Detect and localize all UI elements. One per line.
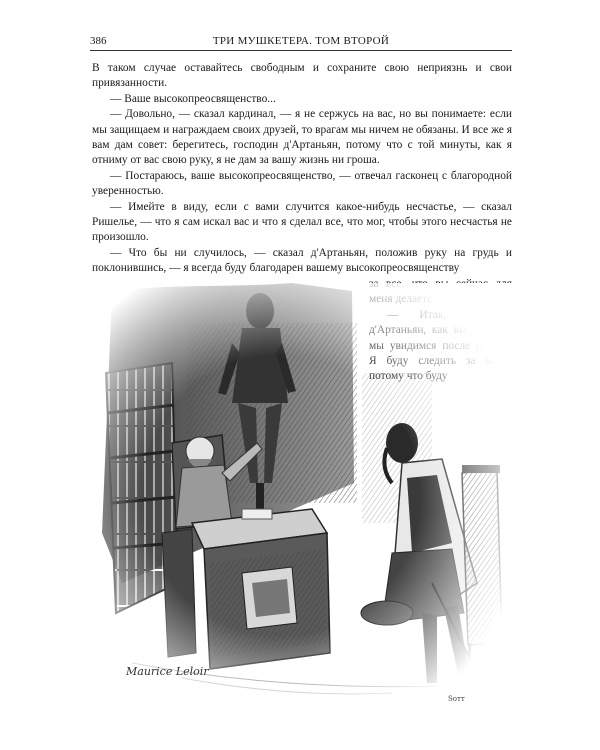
artist-signature: Maurice Leloir — [126, 665, 209, 678]
running-title: ТРИ МУШКЕТЕРА. ТОМ ВТОРОЙ — [212, 35, 390, 47]
paragraph: — Что бы ни случилось, — сказал д'Артаньян, положив руку на грудь и поклонившись, — я всегда буду благодарен вашему высокопреосвященству — [92, 246, 512, 275]
paragraph: — Имейте в виду, если с вами случится какое-нибудь несчастье, — сказал Ришелье, — что я сам искал вас и что я сделал все, что мог, чтобы этого несчастья не произошло. — [92, 200, 512, 244]
engraving-drawing — [92, 283, 512, 708]
engraver-mark: Sотт — [448, 695, 465, 703]
paragraph: — Постараюсь, ваше высокопреосвященство, — отвечал гасконец с благородной уверенностью. — [92, 169, 512, 198]
engraving-illustration — [92, 283, 512, 708]
running-header — [90, 34, 512, 48]
paragraph: В таком случае оставайтесь свободным и сохраните свою неприязнь и свои привязанности. — [92, 62, 512, 90]
main-text — [92, 61, 512, 277]
paragraph: — Довольно, — сказал кардинал, — я не сержусь на вас, но вы понимаете: если мы защищаем и награждаем своих друзей, то врагам мы ничем не обязаны. И все же я вам дам совет: берегитесь, господин д'Артаньян, потому что с той минуты, как я отниму от вас свою руку, я не дам за вашу жизнь ни гроша. — [92, 108, 512, 167]
paragraph: — Ваше высокопреосвященство... — [110, 92, 276, 105]
header-rule — [90, 50, 512, 51]
page-number: 386 — [90, 35, 107, 47]
